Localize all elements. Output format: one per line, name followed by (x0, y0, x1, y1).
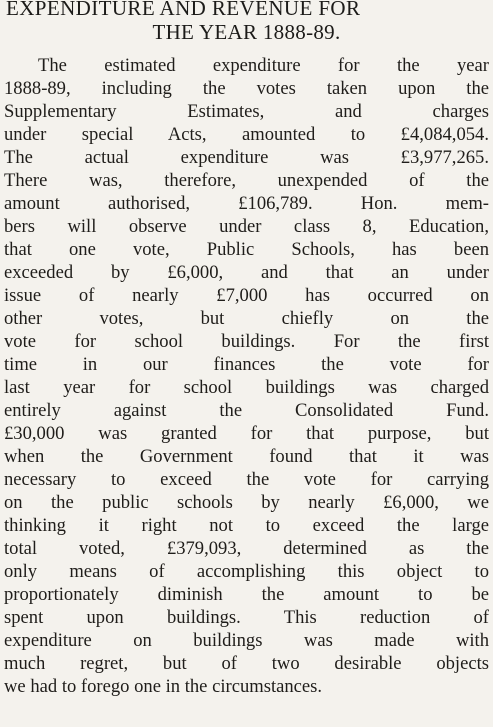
body-line: 1888-89, including the votes taken upon the (4, 78, 489, 99)
body-line: There was, therefore, unexpended of the (4, 170, 489, 191)
body-line: time in our finances the vote for (4, 354, 489, 375)
body-line: total voted, £379,093, determined as the (4, 538, 489, 559)
body-line: when the Government found that it was (4, 446, 489, 467)
body-line: entirely against the Consolidated Fund. (4, 400, 489, 421)
body-line: The estimated expenditure for the year (38, 55, 489, 76)
body-line: amount authorised, £106,789. Hon. mem- (4, 193, 489, 214)
body-line: thinking it right not to exceed the large (4, 515, 489, 536)
body-line: on the public schools by nearly £6,000, we (4, 492, 489, 513)
body-line: vote for school buildings. For the first (4, 331, 489, 352)
body-line: necessary to exceed the vote for carrying (4, 469, 489, 490)
body-line: much regret, but of two desirable objects (4, 653, 489, 674)
article-heading-line-1: EXPENDITURE AND REVENUE FOR (6, 0, 361, 20)
body-line: proportionately diminish the amount to be (4, 584, 489, 605)
body-line: spent upon buildings. This reduction of (4, 607, 489, 628)
article-heading-line-2: THE YEAR 1888-89. (152, 20, 341, 44)
body-line: that one vote, Public Schools, has been (4, 239, 489, 260)
body-line: Supplementary Estimates, and charges (4, 101, 489, 122)
body-line: under special Acts, amounted to £4,084,054. (4, 124, 489, 145)
body-line: last year for school buildings was charged (4, 377, 489, 398)
body-line: expenditure on buildings was made with (4, 630, 489, 651)
body-line: other votes, but chiefly on the (4, 308, 489, 329)
body-line: we had to forego one in the circumstances. (4, 676, 323, 697)
body-line: £30,000 was granted for that purpose, but (4, 423, 489, 444)
body-line: The actual expenditure was £3,977,265. (4, 147, 489, 168)
body-line: bers will observe under class 8, Education, (4, 216, 489, 237)
body-line: only means of accomplishing this object to (4, 561, 489, 582)
body-line: exceeded by £6,000, and that an under (4, 262, 489, 283)
body-line: issue of nearly £7,000 has occurred on (4, 285, 489, 306)
